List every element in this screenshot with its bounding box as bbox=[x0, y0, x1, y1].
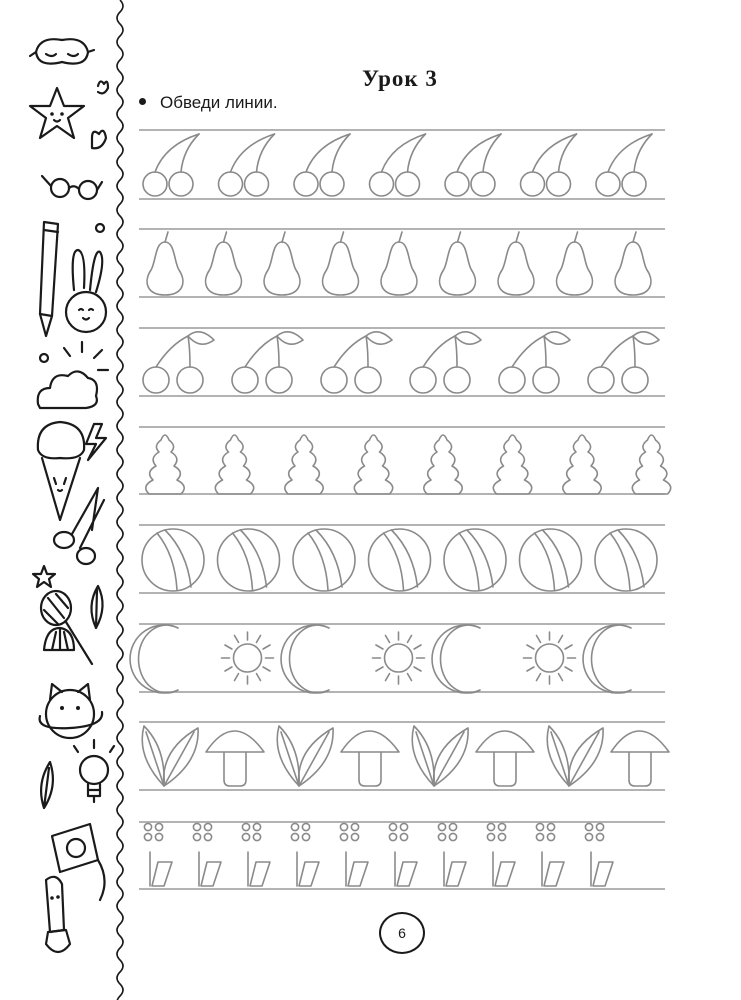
sun bbox=[373, 632, 425, 684]
flower-pot bbox=[389, 823, 417, 886]
ball bbox=[218, 529, 280, 591]
pear bbox=[147, 232, 183, 295]
lightning-icon bbox=[86, 424, 106, 460]
sun-cloud-icon bbox=[38, 342, 108, 408]
paintbrush-icon bbox=[46, 877, 70, 952]
stacked-tree bbox=[563, 435, 601, 494]
flower-pot bbox=[438, 823, 466, 886]
flower-pot bbox=[340, 823, 368, 886]
sun bbox=[524, 632, 576, 684]
mushroom bbox=[206, 731, 264, 786]
ball bbox=[595, 529, 657, 591]
page-number: 6 bbox=[379, 912, 425, 954]
moon bbox=[130, 625, 178, 693]
cherry-leaf bbox=[232, 332, 303, 393]
stacked-tree bbox=[215, 435, 253, 494]
shell-icon bbox=[44, 628, 74, 650]
stacked-tree bbox=[354, 435, 392, 494]
cherry-pair bbox=[521, 134, 577, 196]
scissors-icon bbox=[54, 488, 104, 564]
moon bbox=[281, 625, 329, 693]
cherry-pair bbox=[596, 134, 652, 196]
leaves bbox=[142, 726, 198, 786]
cat-planet-icon bbox=[40, 684, 103, 738]
pear bbox=[440, 232, 476, 295]
mushroom bbox=[341, 731, 399, 786]
small-star-icon bbox=[33, 566, 55, 587]
flower-pot bbox=[487, 823, 515, 886]
moon bbox=[432, 625, 480, 693]
camera-icon bbox=[52, 824, 105, 900]
cherry-pair bbox=[143, 134, 199, 196]
bunny-icon bbox=[66, 224, 106, 332]
mushroom bbox=[476, 731, 534, 786]
pencil-icon bbox=[40, 222, 58, 336]
ball bbox=[142, 529, 204, 591]
sun bbox=[222, 632, 274, 684]
row-balls bbox=[142, 529, 657, 591]
cherry-leaf bbox=[499, 332, 570, 393]
flower-pot bbox=[536, 823, 564, 886]
stacked-tree bbox=[146, 435, 184, 494]
leaves bbox=[547, 726, 603, 786]
cherry-leaf bbox=[588, 332, 659, 393]
mushroom bbox=[611, 731, 669, 786]
flower-pot bbox=[242, 823, 270, 886]
cherry-leaf bbox=[143, 332, 214, 393]
row-moon-sun bbox=[130, 625, 631, 693]
ice-cream-icon bbox=[38, 422, 84, 520]
stacked-tree bbox=[424, 435, 462, 494]
sleep-mask-icon bbox=[30, 39, 94, 63]
row-pears bbox=[147, 232, 651, 295]
stacked-tree bbox=[285, 435, 323, 494]
stacked-tree bbox=[632, 435, 670, 494]
row-leaves-mushrooms bbox=[142, 726, 669, 786]
star-face-icon bbox=[30, 88, 84, 138]
instruction-text: Обведи линии. bbox=[160, 93, 278, 112]
pear bbox=[557, 232, 593, 295]
leaves bbox=[412, 726, 468, 786]
cherry-leaf bbox=[410, 332, 481, 393]
pear bbox=[615, 232, 651, 295]
margin-wave-line bbox=[117, 0, 123, 1000]
row-cherries-leaf bbox=[143, 332, 659, 393]
cherry-pair bbox=[370, 134, 426, 196]
flower-pot bbox=[144, 823, 172, 886]
instruction bbox=[139, 93, 278, 113]
row-cherries bbox=[143, 134, 652, 196]
ball bbox=[444, 529, 506, 591]
lesson-title: Урок 3 bbox=[362, 66, 438, 91]
ball bbox=[293, 529, 355, 591]
tennis-racket-icon bbox=[41, 591, 92, 664]
moon bbox=[583, 625, 631, 693]
cherry-leaf bbox=[321, 332, 392, 393]
pear bbox=[381, 232, 417, 295]
pear bbox=[206, 232, 242, 295]
flower-pot bbox=[585, 823, 613, 886]
pear bbox=[264, 232, 300, 295]
flower-pot bbox=[291, 823, 319, 886]
cherry-pair bbox=[294, 134, 350, 196]
cherry-pair bbox=[219, 134, 275, 196]
pear bbox=[323, 232, 359, 295]
stacked-tree bbox=[493, 435, 531, 494]
leaves bbox=[277, 726, 333, 786]
flower-pot bbox=[193, 823, 221, 886]
ball bbox=[520, 529, 582, 591]
row-trees bbox=[146, 435, 671, 494]
light-bulb-icon bbox=[74, 740, 114, 802]
ball bbox=[369, 529, 431, 591]
hearts-icon bbox=[92, 81, 108, 148]
row-flowers bbox=[144, 823, 613, 886]
margin-doodles bbox=[30, 39, 114, 952]
glasses-icon bbox=[42, 176, 102, 199]
cherry-pair bbox=[445, 134, 501, 196]
pear bbox=[498, 232, 534, 295]
bullet-icon bbox=[139, 98, 146, 105]
